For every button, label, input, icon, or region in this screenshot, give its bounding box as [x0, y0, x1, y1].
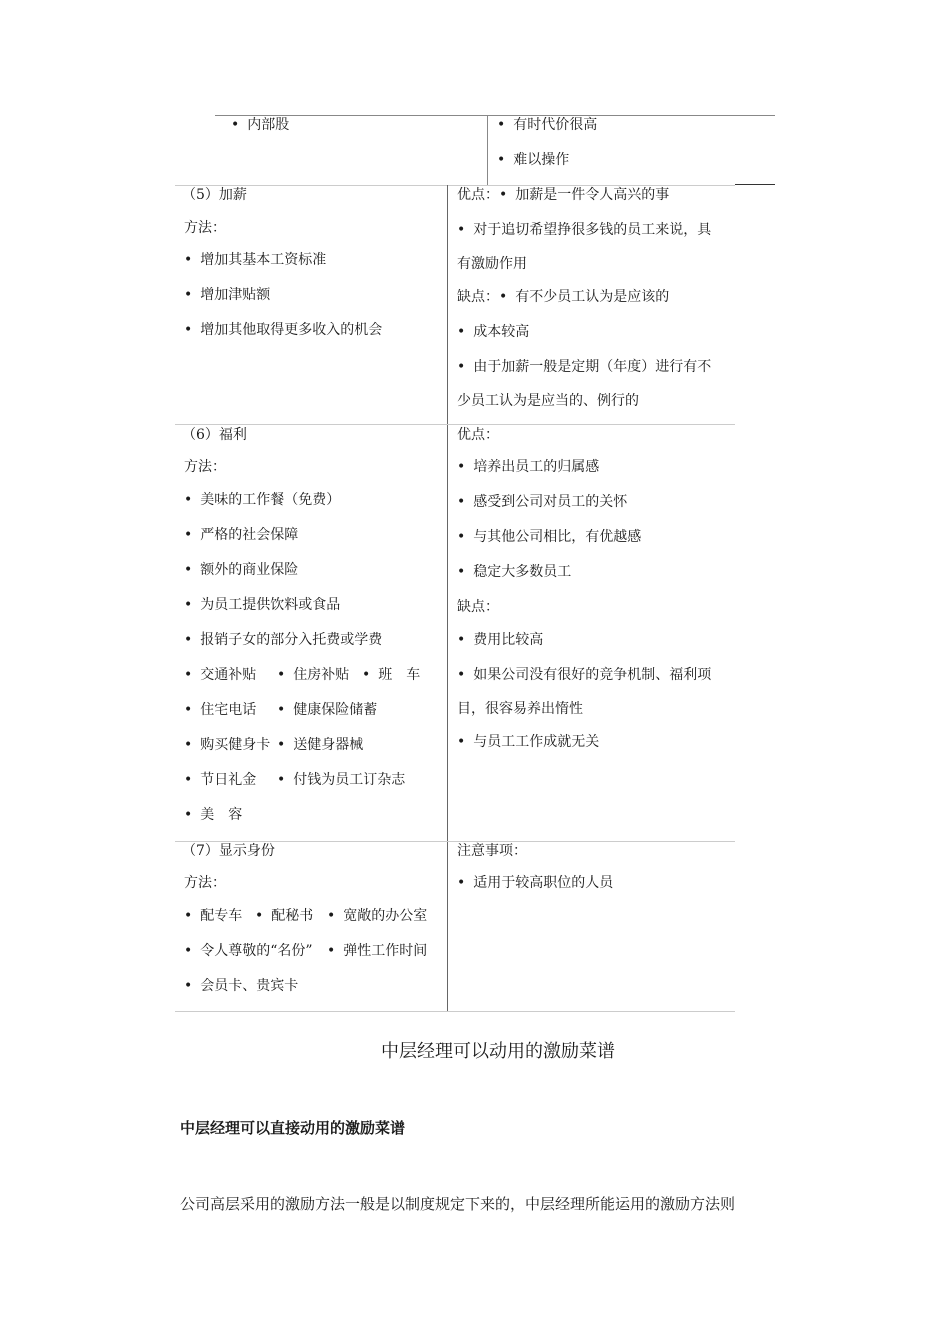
row7-title: （7）显示身份: [182, 843, 275, 859]
row5-pros-line: [457, 186, 669, 204]
row5-cons-line: [457, 288, 669, 306]
row6-method-item: • 严格的社会保障: [184, 526, 298, 544]
top-rule: [215, 115, 775, 116]
row6-pair-item: • 节日礼金: [184, 771, 256, 789]
row5-cons-item: • 由于加薪一般是定期（年度）进行有不: [457, 358, 711, 376]
row5-cons-item: • 成本较高: [457, 323, 529, 341]
row7-method-item: • 弹性工作时间: [327, 942, 427, 960]
row5-title: （5）加薪: [182, 187, 247, 203]
row6-cons-label: 缺点：: [457, 599, 499, 615]
row6-top-rule: [175, 424, 735, 425]
row5-method-item: • 增加津贴额: [184, 286, 270, 304]
row6-pros-item: • 培养出员工的归属感: [457, 458, 599, 476]
row7-method-label: 方法：: [184, 875, 226, 891]
row6-cons-item: • 与员工工作成就无关: [457, 733, 599, 751]
row7-method-item: • 会员卡、贵宾卡: [184, 977, 298, 995]
row6-method-item: • 报销子女的部分入托费或学费: [184, 631, 382, 649]
row6-cons-item: • 如果公司没有很好的竞争机制、福利项: [457, 666, 711, 684]
main-col-divider: [447, 185, 448, 1011]
row6-pair-item: • 付钱为员工订杂志: [277, 771, 405, 789]
row7-method-item: • 配秘书: [255, 907, 313, 925]
top-left-item: • 内部股: [231, 116, 289, 134]
row6-pair-item: • 住房补贴: [277, 666, 349, 684]
row5-pros-item: • 加薪是一件令人高兴的事: [499, 187, 669, 203]
row5-cons-item-cont: 少员工认为是应当的、例行的: [457, 393, 639, 409]
row5-cons-item: • 有不少员工认为是应该的: [499, 289, 669, 305]
top-right-item: • 有时代价很高: [497, 116, 597, 134]
row7-method-item: • 令人尊敬的“名份”: [184, 942, 313, 960]
section-title: 中层经理可以动用的激励菜谱: [381, 1041, 615, 1062]
table-bottom-rule: [175, 1011, 735, 1012]
row7-method-item: • 配专车: [184, 907, 242, 925]
row6-method-item: • 美味的工作餐（免费）: [184, 491, 340, 509]
row6-method-item: • 额外的商业保险: [184, 561, 298, 579]
row6-pros-label: 优点：: [457, 427, 499, 443]
row7-notes-label: 注意事项：: [457, 843, 527, 859]
row6-pros-item: • 与其他公司相比，有优越感: [457, 528, 641, 546]
row6-title: （6）福利: [182, 427, 247, 443]
top-right-item: • 难以操作: [497, 151, 569, 169]
row6-pair-item: • 送健身器械: [277, 736, 363, 754]
row6-pros-item: • 稳定大多数员工: [457, 563, 571, 581]
body-paragraph: 公司高层采用的激励方法一般是以制度规定下来的，中层经理所能运用的激励方法则: [180, 1195, 736, 1213]
row5-method-label: 方法：: [184, 220, 226, 236]
row7-notes-item: • 适用于较高职位的人员: [457, 874, 613, 892]
row6-pair-item: • 购买健身卡: [184, 736, 270, 754]
row7-method-item: • 宽敞的办公室: [327, 907, 427, 925]
row5-method-item: • 增加其他取得更多收入的机会: [184, 321, 382, 339]
top-col-divider: [487, 115, 488, 185]
row5-pros-item: • 对于追切希望挣很多钱的员工来说，具: [457, 221, 711, 239]
row6-pair-item: • 班 车: [362, 666, 420, 684]
row5-method-item: • 增加其基本工资标准: [184, 251, 326, 269]
row5-pros-label: 优点：: [457, 187, 499, 203]
row6-cons-item-cont: 目，很容易养出惰性: [457, 701, 583, 717]
row6-cons-item: • 费用比较高: [457, 631, 543, 649]
top-right-rule: [735, 184, 775, 185]
row6-pair-item: • 交通补贴: [184, 666, 256, 684]
row6-pair-item: • 美 容: [184, 806, 242, 824]
row6-pair-item: • 健康保险储蓄: [277, 701, 377, 719]
row6-pair-item: • 住宅电话: [184, 701, 256, 719]
row6-pros-item: • 感受到公司对员工的关怀: [457, 493, 627, 511]
subsection-title: 中层经理可以直接动用的激励菜谱: [180, 1119, 406, 1137]
row5-pros-item-cont: 有激励作用: [457, 256, 527, 272]
row6-method-label: 方法：: [184, 459, 226, 475]
row6-method-item: • 为员工提供饮料或食品: [184, 596, 340, 614]
row5-cons-label: 缺点：: [457, 289, 499, 305]
